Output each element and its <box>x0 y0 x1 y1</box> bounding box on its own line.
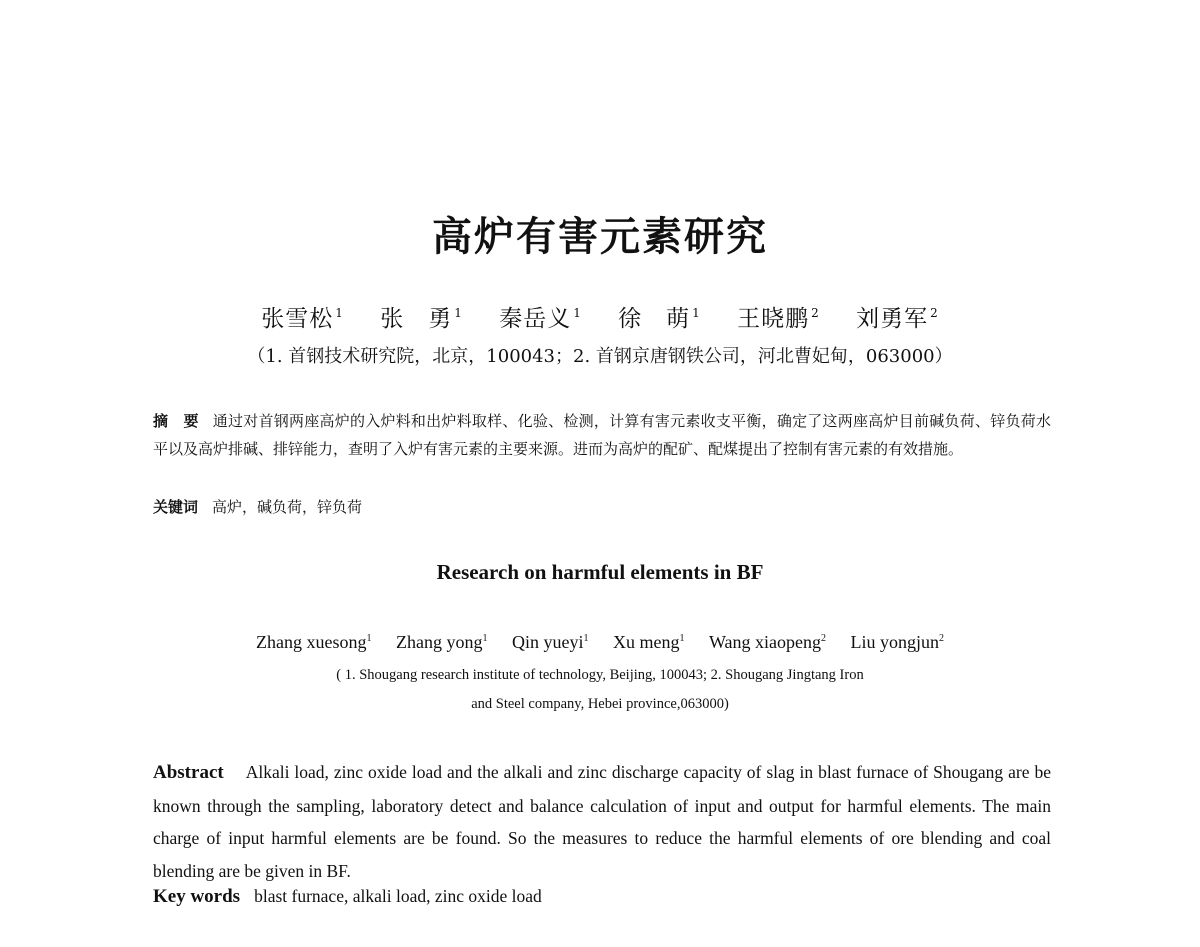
english-keywords <box>153 886 542 908</box>
author-name: 刘勇军 <box>856 306 929 332</box>
author-affiliation-mark: 1 <box>573 306 582 321</box>
chinese-author-list <box>0 300 1200 333</box>
english-abstract-label: Abstract <box>153 762 224 783</box>
chinese-abstract <box>153 407 1051 463</box>
english-abstract-text: Alkali load, zinc oxide load and the alkali and zinc discharge capacity of slag in blast furnace of Shougang are be known through the sampling, laboratory detect and balance calculation of input and output for harmful elements. The main charge of input harmful elements are be found. So the measures to reduce the harmful elements of ore blending and coal blending are be given in BF. <box>153 762 1051 881</box>
chinese-author <box>618 306 701 332</box>
chinese-keywords-label: 关键词 <box>153 498 199 516</box>
author-name: 王晓鹏 <box>737 306 810 332</box>
author-name: 秦岳义 <box>499 306 572 332</box>
author-affiliation-mark: 1 <box>583 633 589 644</box>
english-abstract <box>153 756 1051 887</box>
english-title: Research on harmful elements in BF <box>436 560 764 584</box>
author-affiliation-mark: 1 <box>482 633 488 644</box>
chinese-title: 高炉有害元素研究 <box>432 214 768 260</box>
english-author <box>512 632 589 652</box>
author-name: Xu meng <box>612 632 680 652</box>
english-keywords-text: blast furnace, alkali load, zinc oxide load <box>254 886 542 906</box>
chinese-affiliation: （1. 首钢技术研究院，北京，100043；2. 首钢京唐钢铁公司，河北曹妃甸，063000） <box>247 346 953 367</box>
english-author <box>256 632 371 652</box>
chinese-author <box>261 306 344 332</box>
chinese-author <box>499 306 582 332</box>
english-author-list <box>0 632 1200 653</box>
author-affiliation-mark: 2 <box>930 306 939 321</box>
author-name: 徐 萌 <box>618 306 691 332</box>
author-affiliation-mark: 2 <box>811 306 820 321</box>
author-affiliation-mark: 2 <box>821 633 826 644</box>
author-affiliation-mark: 1 <box>335 306 344 321</box>
chinese-author <box>856 306 939 332</box>
english-author <box>396 632 487 652</box>
english-keywords-label: Key words <box>153 886 241 907</box>
english-author <box>709 632 826 652</box>
author-affiliation-mark: 1 <box>366 633 372 644</box>
english-affiliation-line-1: ( 1. Shougang research institute of technology, Beijing, 100043; 2. Shougang Jingtang Iron <box>336 667 864 683</box>
chinese-keywords-text: 高炉，碱负荷，锌负荷 <box>212 498 363 516</box>
author-name: Zhang xuesong <box>256 632 367 652</box>
chinese-keywords <box>153 496 362 517</box>
chinese-abstract-label: 摘 要 <box>153 412 199 430</box>
author-name: 张雪松 <box>261 306 334 332</box>
english-author <box>851 632 945 652</box>
chinese-author <box>380 306 463 332</box>
author-name: Liu yongjun <box>850 632 939 652</box>
author-name: 张 勇 <box>380 306 453 332</box>
author-name: Zhang yong <box>395 632 483 652</box>
english-affiliation-line-2: and Steel company, Hebei province,063000) <box>471 696 729 712</box>
english-author <box>613 632 685 652</box>
author-name: Wang xiaopeng <box>708 632 821 652</box>
author-affiliation-mark: 1 <box>679 633 685 644</box>
chinese-abstract-text: 通过对首钢两座高炉的入炉料和出炉料取样、化验、检测，计算有害元素收支平衡，确定了这两座高炉目前碱负荷、锌负荷水平以及高炉排碱、排锌能力，查明了入炉有害元素的主要来源。进而为高炉的配矿、配煤提出了控制有害元素的有效措施。 <box>153 412 1051 458</box>
chinese-author <box>737 306 820 332</box>
author-name: Qin yueyi <box>511 632 584 652</box>
author-affiliation-mark: 2 <box>939 633 944 644</box>
author-affiliation-mark: 1 <box>454 306 463 321</box>
author-affiliation-mark: 1 <box>692 306 701 321</box>
